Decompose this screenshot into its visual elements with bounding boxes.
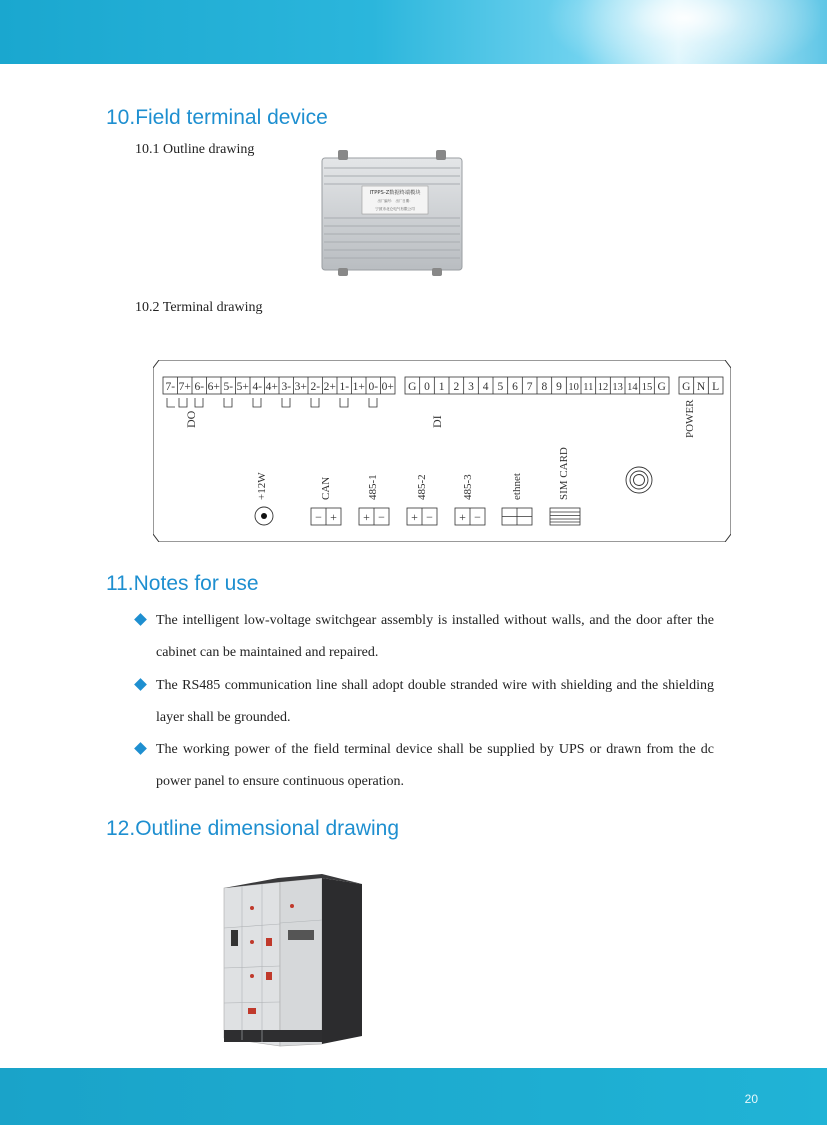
terminal-device-photo (318, 148, 466, 278)
di-label: DI (430, 415, 444, 428)
do-pin: 3+ (294, 381, 307, 393)
di-pin: 11 (583, 382, 594, 393)
port-ethernet-label: ethnet (511, 473, 523, 500)
di-pin: 0 (424, 381, 430, 393)
port-rs485-3-label: 485-3 (462, 474, 474, 500)
di-pin: 4 (482, 381, 489, 393)
do-pin: 1+ (352, 381, 365, 393)
section-10-title: 10.Field terminal device (106, 106, 328, 129)
di-pin: 9 (556, 381, 562, 393)
section-11-title: 11.Notes for use (106, 572, 259, 595)
do-pin: 4- (252, 381, 263, 393)
rs485-2-pin-minus: − (426, 510, 433, 524)
power-pin: G (682, 381, 691, 393)
port-rs485-1-label: 485-1 (367, 474, 379, 500)
diamond-bullet-icon (134, 678, 147, 691)
di-pin: G (657, 381, 666, 393)
di-pin: 8 (541, 381, 548, 393)
do-label: DO (184, 410, 198, 428)
do-pin: 0- (368, 381, 379, 393)
port-can-label: CAN (320, 476, 332, 500)
do-pin: 5+ (236, 381, 249, 393)
di-pin: 6 (512, 381, 518, 393)
diamond-bullet-icon (134, 742, 147, 755)
device-nameplate-line3: 宁波市北仑电气有限公司 (375, 207, 415, 211)
do-pin: 4+ (265, 381, 278, 393)
di-pin: 10 (568, 382, 579, 393)
do-pin: 6- (194, 381, 205, 393)
power-pin: L (712, 381, 720, 393)
di-pin: 2 (453, 381, 460, 393)
device-nameplate-line2: 出厂编号： 出厂日期： (377, 199, 413, 203)
do-pin: 5- (223, 381, 234, 393)
do-pin: 2+ (323, 381, 336, 393)
di-pin: 1 (438, 381, 445, 393)
rs485-1-pin-minus: − (378, 510, 385, 524)
note-text: The intelligent low-voltage switchgear assembly is installed without walls, and the door after the cabinet can be maintained and repaired. (156, 613, 714, 660)
port-sim-label: SIM CARD (558, 447, 570, 500)
power-label: POWER (684, 399, 696, 438)
do-pin: 3- (281, 381, 292, 393)
rs485-3-pin-plus: + (459, 510, 466, 524)
do-pin: 1- (339, 381, 350, 393)
rs485-3-pin-minus: − (474, 510, 481, 524)
di-pin: 14 (627, 382, 638, 393)
terminal-drawing-label: 10.2 Terminal drawing (135, 300, 263, 315)
page-number: 20 (744, 1092, 758, 1106)
do-pin: 7+ (178, 381, 191, 393)
do-pin: 7- (165, 381, 176, 393)
rs485-1-pin-plus: + (363, 510, 370, 524)
note-text: The working power of the field terminal device shall be supplied by UPS or drawn from the dc power panel to ensure continuous operation. (156, 742, 714, 789)
diamond-bullet-icon (134, 613, 147, 626)
di-pin: G (408, 381, 417, 393)
rs485-2-pin-plus: + (411, 510, 418, 524)
di-pin: 15 (641, 382, 653, 393)
switchgear-cabinet-photo (222, 868, 367, 1048)
can-pin-plus: + (330, 510, 337, 524)
note-item (136, 734, 716, 798)
port-12v-label: +12W (256, 472, 268, 500)
device-nameplate-title: ITPPS-Z数据终端模块 (369, 190, 421, 196)
header-light-flare (520, 0, 820, 64)
di-pin: 12 (597, 382, 609, 393)
di-pin: 5 (497, 381, 504, 393)
note-item (136, 605, 716, 669)
antenna-connector (626, 467, 652, 493)
note-text: The RS485 communication line shall adopt double stranded wire with shielding and the shielding layer shall be grounded. (156, 678, 714, 725)
can-pin-minus: − (315, 510, 322, 524)
outline-drawing-label: 10.1 Outline drawing (135, 142, 255, 157)
do-pin: 0+ (381, 381, 394, 393)
di-pin: 13 (612, 382, 623, 393)
di-pin: 7 (526, 381, 533, 393)
footer-banner (0, 1068, 827, 1125)
section-12-title: 12.Outline dimensional drawing (106, 817, 400, 840)
note-item (136, 670, 716, 734)
di-pin: 3 (468, 381, 474, 393)
terminal-drawing (153, 360, 731, 542)
do-pin: 2- (310, 381, 321, 393)
header-banner (0, 0, 827, 64)
port-rs485-2-label: 485-2 (416, 474, 428, 500)
do-pin: 6+ (207, 381, 220, 393)
power-pin: N (696, 381, 706, 393)
